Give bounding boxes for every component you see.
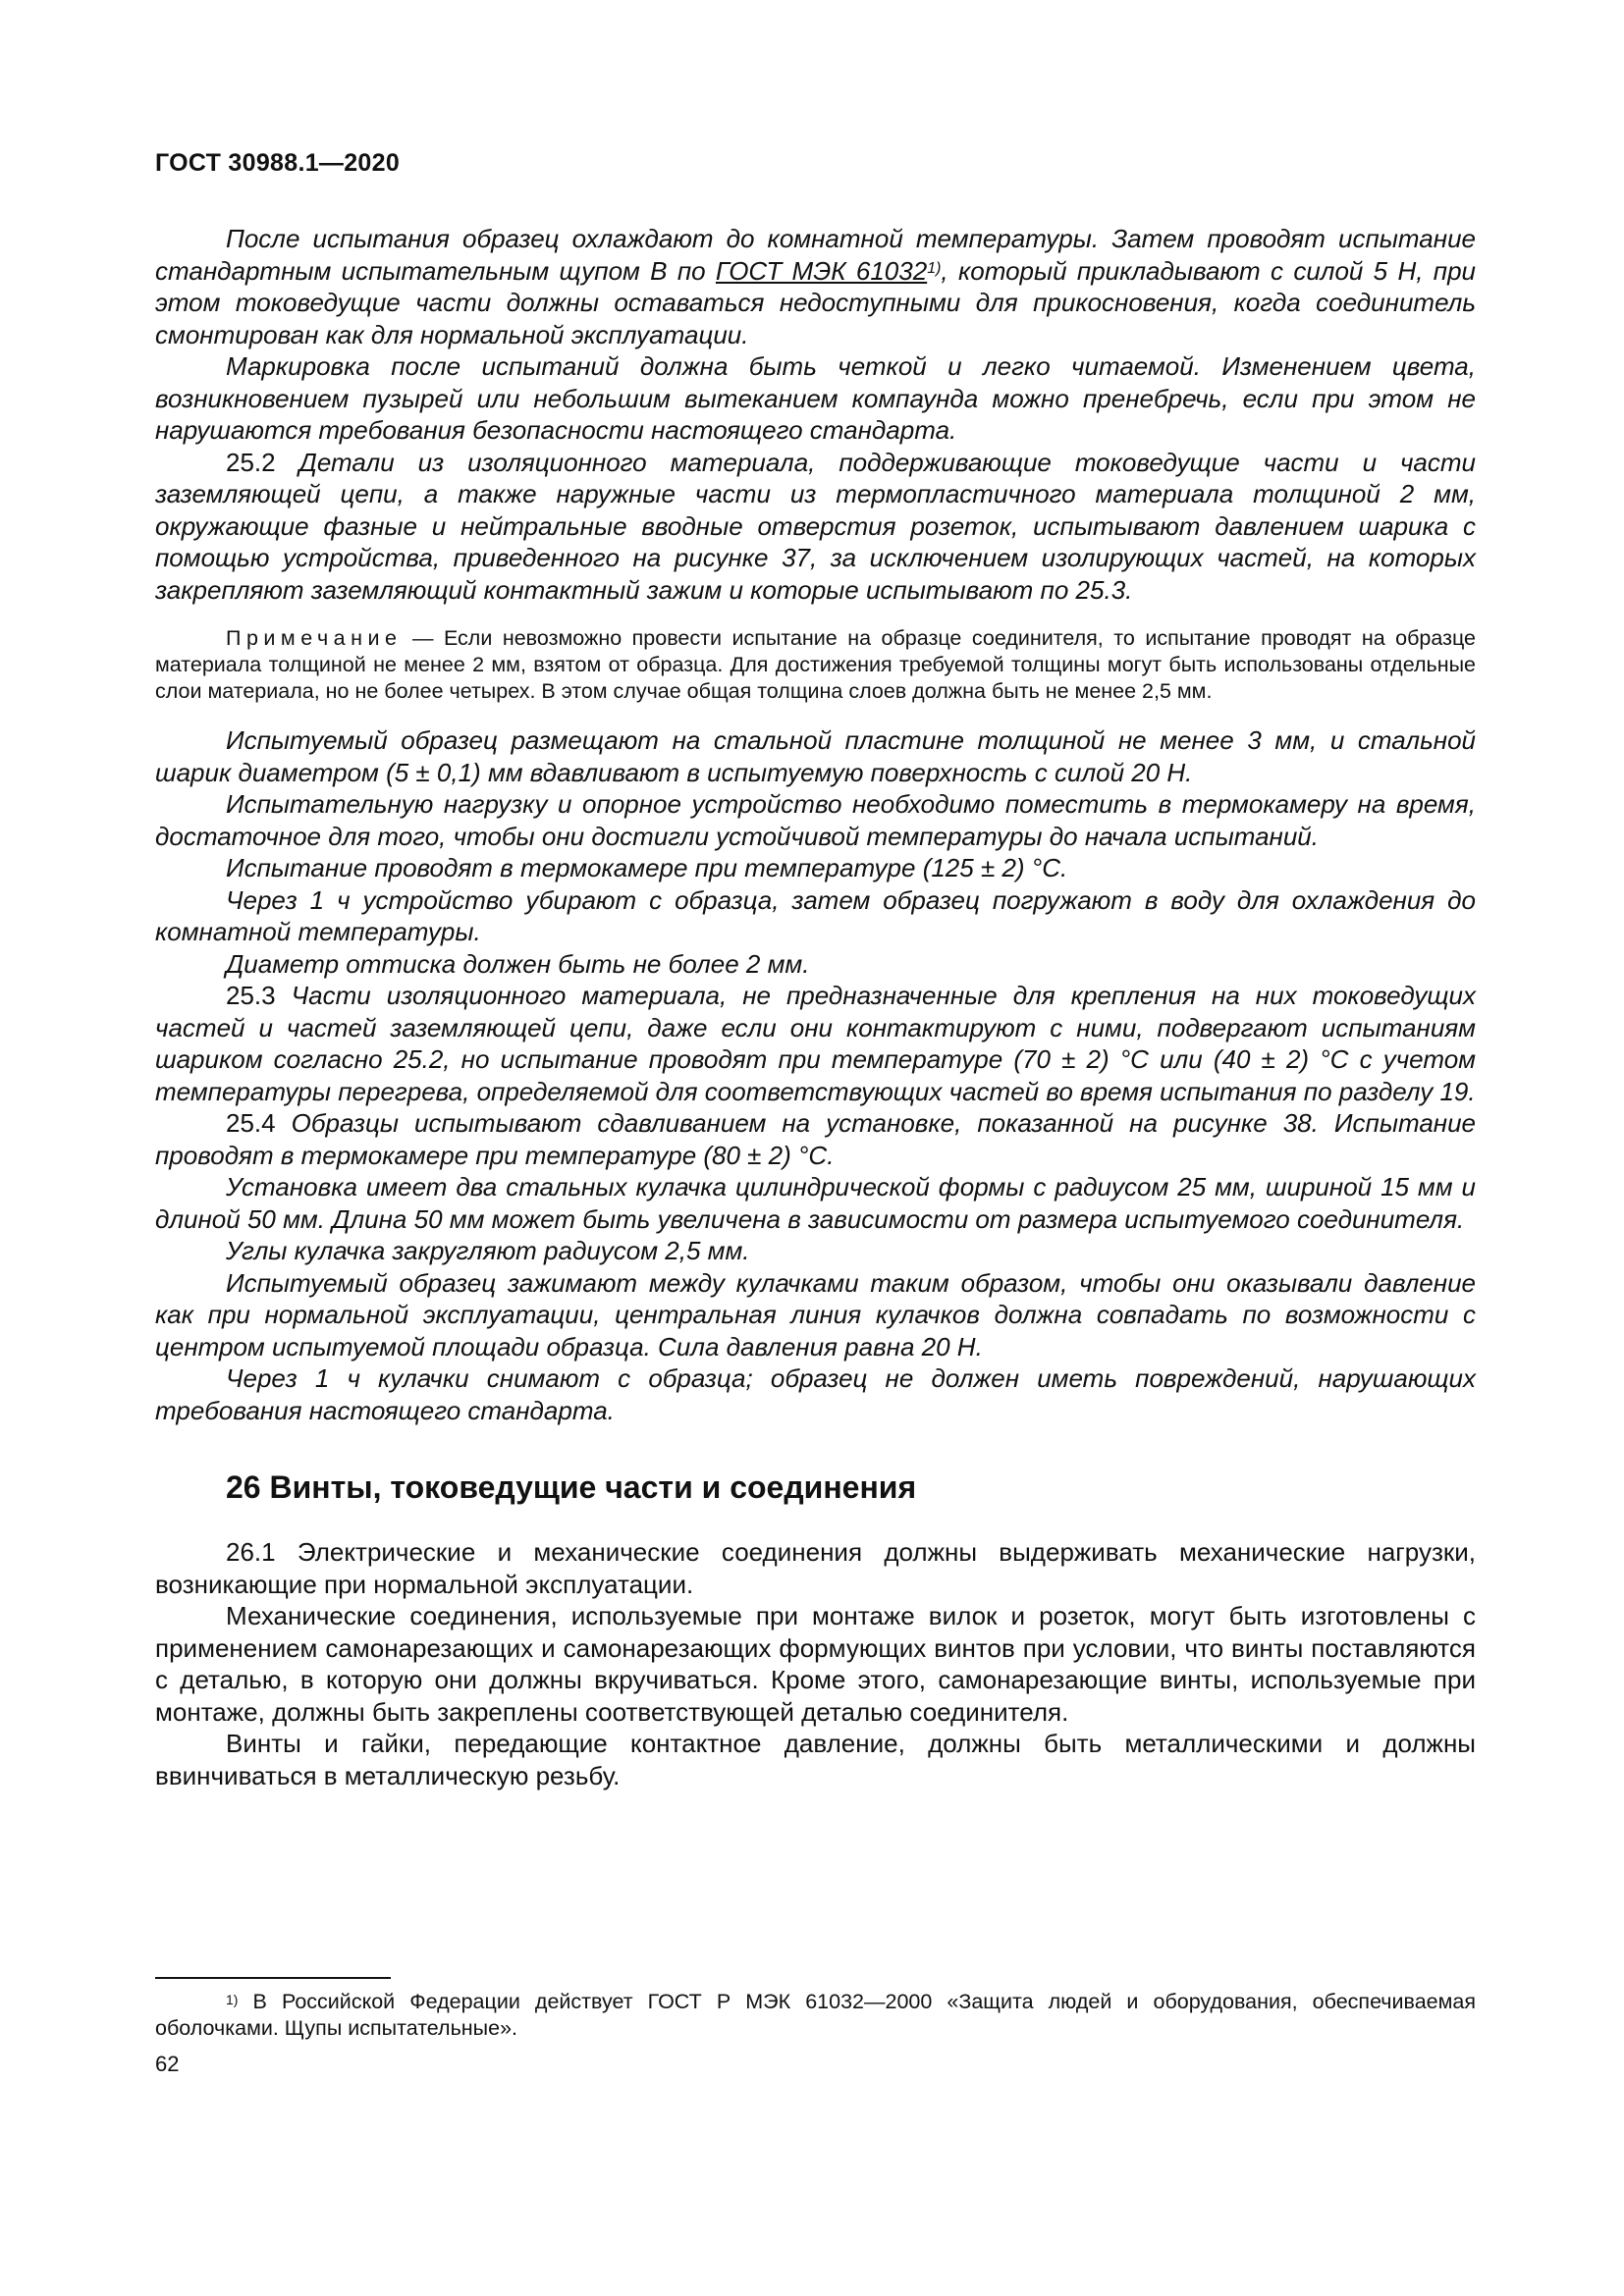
page-number: 62	[155, 2052, 180, 2076]
paragraph: Испытуемый образец зажимают между кулачками таким образом, чтобы они оказывали давление как при нормальной эксплуатации, центральная линия кулачков должна совпадать по возможности с центром испытуемой площади образца. Сила давления равна 20 Н.	[155, 1267, 1476, 1362]
paragraph: Винты и гайки, передающие контактное давление, должны быть металлическими и должны ввинчиваться в металлическую резьбу.	[155, 1729, 1476, 1790]
text-run: , который прикладывают с силой 5 Н, при этом токоведущие части должны оставаться недоступными для прикосновения, когда соединитель смонтирован как для нормальной эксплуатации.	[155, 255, 1477, 349]
footnote-text: В Российской Федерации действует ГОСТ Р МЭК 61032—2000 «Защита людей и оборудования, обеспечиваемая оболочками. Щупы испытательные».	[155, 1990, 1476, 2040]
note-label: Примечание	[226, 626, 403, 650]
paragraph: Углы кулачка закругляют радиусом 2,5 мм.	[226, 1236, 750, 1265]
section-heading: 26 Винты, токоведущие части и соединения	[226, 1469, 917, 1505]
footnote-marker: 1)	[226, 1992, 239, 2007]
standard-reference-link[interactable]: ГОСТ МЭК 61032	[715, 255, 928, 286]
paragraph: Диаметр оттиска должен быть не более 2 мм.	[226, 948, 810, 979]
clause-number: 25.3	[226, 981, 292, 1010]
footnote-separator	[155, 1977, 391, 1979]
paragraph: Установка имеет два стальных кулачка цилиндрической формы с радиусом 25 мм, шириной 15 мм и длиной 50 мм. Длина 50 мм может быть увеличена в зависимости от размера испытуемого соединителя.	[155, 1172, 1476, 1234]
text-run: Части изоляционного материала, не предназначенные для крепления на них токоведущих частей и частей заземляющей цепи, даже если они контактируют с ними, подвергают испытаниям шариком согласно 25.2, но испытание проводят при температуре (70 ± 2) °С или (40 ± 2) °С с учетом температуры перегрева, определяемой для соответствующих частей во время испытания по разделу 19.	[155, 981, 1476, 1106]
note-text: — Если невозможно провести испытание на образце соединителя, то испытание проводят на образце материала толщиной не менее 2 мм, взятом от образца. Для достижения требуемой толщины могут быть использованы отдельные слои материала, но не более четырех. В этом случае общая толщина слоев должна быть не менее 2,5 мм.	[155, 626, 1476, 703]
note	[155, 625, 1476, 705]
text-run: Образцы испытывают сдавливанием на установке, показанной на рисунке 38. Испытание проводят в термокамере при температуре (80 ± 2) °С.	[155, 1108, 1477, 1170]
footnote	[155, 1989, 1476, 2042]
paragraph: Испытуемый образец размещают на стальной пластине толщиной не менее 3 мм, и стальной шарик диаметром (5 ± 0,1) мм вдавливают в испытуемую поверхность с силой 20 Н.	[155, 725, 1476, 787]
paragraph: Механические соединения, используемые при монтаже вилок и розеток, могут быть изготовлены с применением самонарезающих и самонарезающих формующих винтов при условии, что винты поставляются с деталью, в которую они должны вкручиваться. Кроме этого, самонарезающие винты, используемые при монтаже, должны быть закреплены соответствующей деталью соединителя.	[155, 1601, 1476, 1727]
paragraph: Испытание проводят в термокамере при температуре (125 ± 2) °С.	[226, 853, 1068, 882]
paragraph	[155, 447, 1476, 607]
paragraph	[155, 223, 1476, 350]
paragraph: 26.1 Электрические и механические соединения должны выдерживать механические нагрузки, возникающие при нормальной эксплуатации.	[155, 1537, 1476, 1599]
clause-number: 25.2	[226, 447, 299, 477]
main-content	[155, 223, 1476, 1791]
footnote-reference[interactable]: 1)	[927, 259, 942, 277]
clause-number: 25.4	[226, 1108, 292, 1138]
text-run: После испытания образец охлаждают до комнатной температуры. Затем проводят испытание стандартным испытательным щупом В по	[155, 224, 1476, 286]
paragraph: Маркировка после испытаний должна быть четкой и легко читаемой. Изменением цвета, возникновением пузырей или небольшим вытеканием компаунда можно пренебречь, если при этом не нарушаются требования безопасности настоящего стандарта.	[155, 351, 1476, 445]
paragraph	[155, 980, 1476, 1107]
paragraph: Через 1 ч устройство убирают с образца, затем образец погружают в воду для охлаждения до комнатной температуры.	[155, 884, 1476, 946]
document-code: ГОСТ 30988.1—2020	[155, 149, 401, 177]
paragraph: Испытательную нагрузку и опорное устройство необходимо поместить в термокамеру на время, достаточное для того, чтобы они достигли устойчивой температуры до начала испытаний.	[155, 789, 1476, 851]
paragraph: Через 1 ч кулачки снимают с образца; образец не должен иметь повреждений, нарушающих требования настоящего стандарта.	[155, 1363, 1476, 1425]
text-run: Детали из изоляционного материала, поддерживающие токоведущие части и части заземляющей цепи, а также наружные части из термопластичного материала толщиной 2 мм, окружающие фазные и нейтральные вводные отверстия розеток, испытывают давлением шарика с помощью устройства, приведенного на рисунке 37, за исключением изолирующих частей, на которых закрепляют заземляющий контактный зажим и которые испытывают по 25.3.	[155, 447, 1477, 605]
paragraph	[155, 1107, 1476, 1171]
